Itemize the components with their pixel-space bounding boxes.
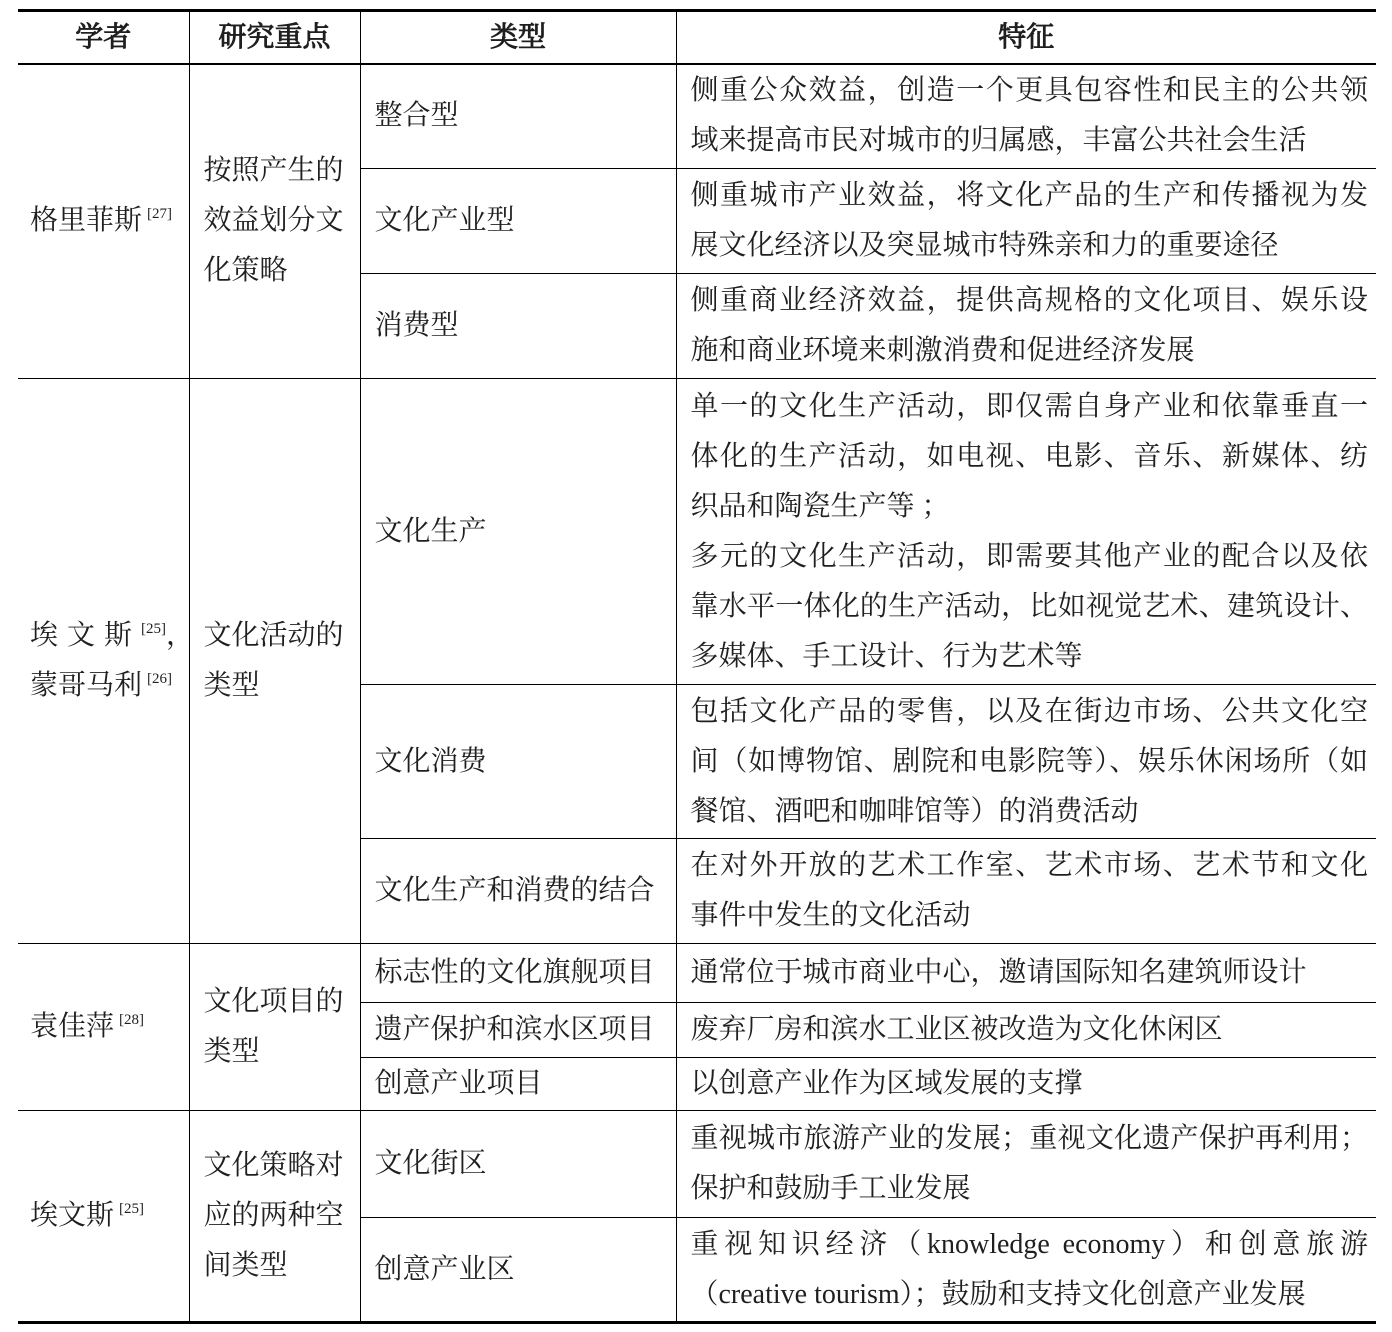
- culture-strategy-table: [18, 9, 1376, 1324]
- features-line: 通常位于城市商业中心，邀请国际知名建筑师设计: [690, 957, 1307, 988]
- research-focus-line: 效益划分文: [203, 205, 344, 237]
- type-label: 文化生产: [374, 515, 487, 547]
- scholar-line: [30, 611, 195, 661]
- features-cell: [676, 1111, 1376, 1218]
- type-label: 创意产业项目: [374, 1068, 543, 1099]
- features-cell: [676, 944, 1376, 1003]
- features-line: 展文化经济以及突显城市特殊亲和力的重要途径: [690, 230, 1279, 261]
- scholar-cell: [18, 1111, 189, 1323]
- research-focus-cell: [189, 379, 360, 944]
- features-line: 重视城市旅游产业的发展；重视文化遗产保护再利用；: [690, 1123, 1368, 1154]
- features-line: 事件中发生的文化活动: [690, 900, 971, 931]
- table-row: [18, 1111, 1376, 1218]
- features-line: 织品和陶瓷生产等 ；: [690, 490, 950, 522]
- features-line: 废弃厂房和滨水工业区被改造为文化休闲区: [690, 1014, 1223, 1045]
- type-label: 文化街区: [374, 1148, 487, 1179]
- type-label: 文化消费: [374, 745, 487, 777]
- features-line: 餐馆、酒吧和咖啡馆等）的消费活动: [690, 795, 1139, 827]
- features-cell: [676, 839, 1376, 944]
- features-line: 单一的文化生产活动，即仅需自身产业和依靠垂直一: [690, 390, 1368, 422]
- citation-ref: [25]: [141, 621, 167, 637]
- features-cell: [676, 169, 1376, 274]
- features-cell: [676, 1218, 1376, 1323]
- features-line: 域来提高市民对城市的归属感，丰富公共社会生活: [690, 125, 1307, 157]
- type-cell: [360, 685, 676, 839]
- scholar-cell: [18, 379, 195, 944]
- features-line: （creative tourism）；鼓励和支持文化创意产业发展: [690, 1278, 1306, 1310]
- type-cell: [360, 169, 676, 274]
- header-row: [18, 11, 1376, 64]
- research-focus-cell: [189, 1111, 360, 1323]
- research-focus-line: 化策略: [203, 255, 288, 287]
- features-line: 多元的文化生产活动，即需要其他产业的配合以及依: [690, 540, 1368, 572]
- type-label: 整合型: [374, 100, 459, 132]
- scholar-separator: ，: [166, 620, 195, 651]
- citation-ref: [26]: [147, 671, 173, 687]
- table-row: [18, 64, 1376, 169]
- research-focus-cell: [189, 64, 360, 379]
- research-focus-line: 文化项目的: [203, 986, 344, 1017]
- type-label: 遗产保护和滨水区项目: [374, 1014, 655, 1045]
- scholar-line: [30, 1191, 183, 1241]
- type-cell: [360, 1058, 676, 1111]
- research-focus-line: 文化活动的: [203, 620, 344, 651]
- research-focus-line: 应的两种空: [203, 1200, 344, 1231]
- scholar-name: 蒙哥马利: [30, 670, 143, 701]
- scholar-line: [30, 1002, 183, 1052]
- features-line: 重视知识经济（knowledge economy）和创意旅游: [690, 1228, 1368, 1260]
- features-line: 以创意产业作为区域发展的支撑: [690, 1068, 1083, 1099]
- type-label: 标志性的文化旗舰项目: [374, 957, 655, 988]
- type-label: 消费型: [374, 310, 459, 341]
- citation-ref: [27]: [147, 206, 173, 223]
- research-focus-line: 按照产生的: [203, 155, 344, 187]
- features-cell: [676, 685, 1376, 839]
- scholar-name: 格里菲斯: [30, 205, 143, 237]
- features-line: 施和商业环境来刺激消费和促进经济发展: [690, 335, 1195, 366]
- features-line: 体化的生产活动，如电视、电影、音乐、新媒体、纺: [690, 440, 1368, 472]
- features-line: 靠水平一体化的生产活动，比如视觉艺术、建筑设计、: [690, 590, 1368, 622]
- scholar-name: 袁佳萍: [30, 1011, 115, 1042]
- research-focus-line: 文化策略对: [203, 1150, 344, 1181]
- features-line: 包括文化产品的零售，以及在街边市场、公共文化空: [690, 695, 1368, 727]
- scholar-cell: [18, 944, 189, 1111]
- scholar-line: [30, 661, 183, 711]
- features-cell: [676, 1003, 1376, 1058]
- features-line: 多媒体、手工设计、行为艺术等: [690, 640, 1083, 672]
- research-focus-cell: [189, 944, 360, 1111]
- features-line: 侧重商业经济效益，提供高规格的文化项目、娱乐设: [690, 285, 1368, 316]
- citation-ref: [28]: [119, 1012, 145, 1028]
- header-research-focus: 研究重点: [189, 11, 360, 64]
- type-label: 创意产业区: [374, 1253, 515, 1285]
- features-cell: [676, 379, 1376, 685]
- features-cell: [676, 274, 1376, 379]
- table-row: [18, 944, 1376, 1003]
- scholar-cell: [18, 64, 189, 379]
- type-cell: [360, 1218, 676, 1323]
- type-cell: [360, 944, 676, 1003]
- type-cell: [360, 1111, 676, 1218]
- features-line: 侧重城市产业效益，将文化产品的生产和传播视为发: [690, 180, 1368, 211]
- type-cell: [360, 64, 676, 169]
- scholar-name: 埃文斯: [30, 620, 142, 651]
- header-scholar: 学者: [18, 11, 189, 64]
- type-cell: [360, 839, 676, 944]
- research-focus-line: 类型: [203, 670, 260, 701]
- header-type: 类型: [360, 11, 676, 64]
- type-cell: [360, 1003, 676, 1058]
- features-line: 间（如博物馆、剧院和电影院等）、娱乐休闲场所（如: [690, 745, 1368, 777]
- table-row: [18, 379, 1376, 685]
- type-cell: [360, 379, 676, 685]
- scholar-name: 埃文斯: [30, 1200, 115, 1231]
- features-cell: [676, 64, 1376, 169]
- header-features: 特征: [676, 11, 1376, 64]
- features-line: 保护和鼓励手工业发展: [690, 1173, 971, 1204]
- features-line: 侧重公众效益，创造一个更具包容性和民主的公共领: [690, 75, 1368, 107]
- features-cell: [676, 1058, 1376, 1111]
- type-cell: [360, 274, 676, 379]
- features-line: 在对外开放的艺术工作室、艺术市场、艺术节和文化: [690, 850, 1368, 881]
- type-label: 文化生产和消费的结合: [374, 875, 655, 906]
- type-label: 文化产业型: [374, 205, 515, 236]
- research-focus-line: 间类型: [203, 1250, 288, 1281]
- research-focus-line: 类型: [203, 1036, 260, 1067]
- scholar-line: [30, 196, 183, 246]
- citation-ref: [25]: [119, 1201, 145, 1217]
